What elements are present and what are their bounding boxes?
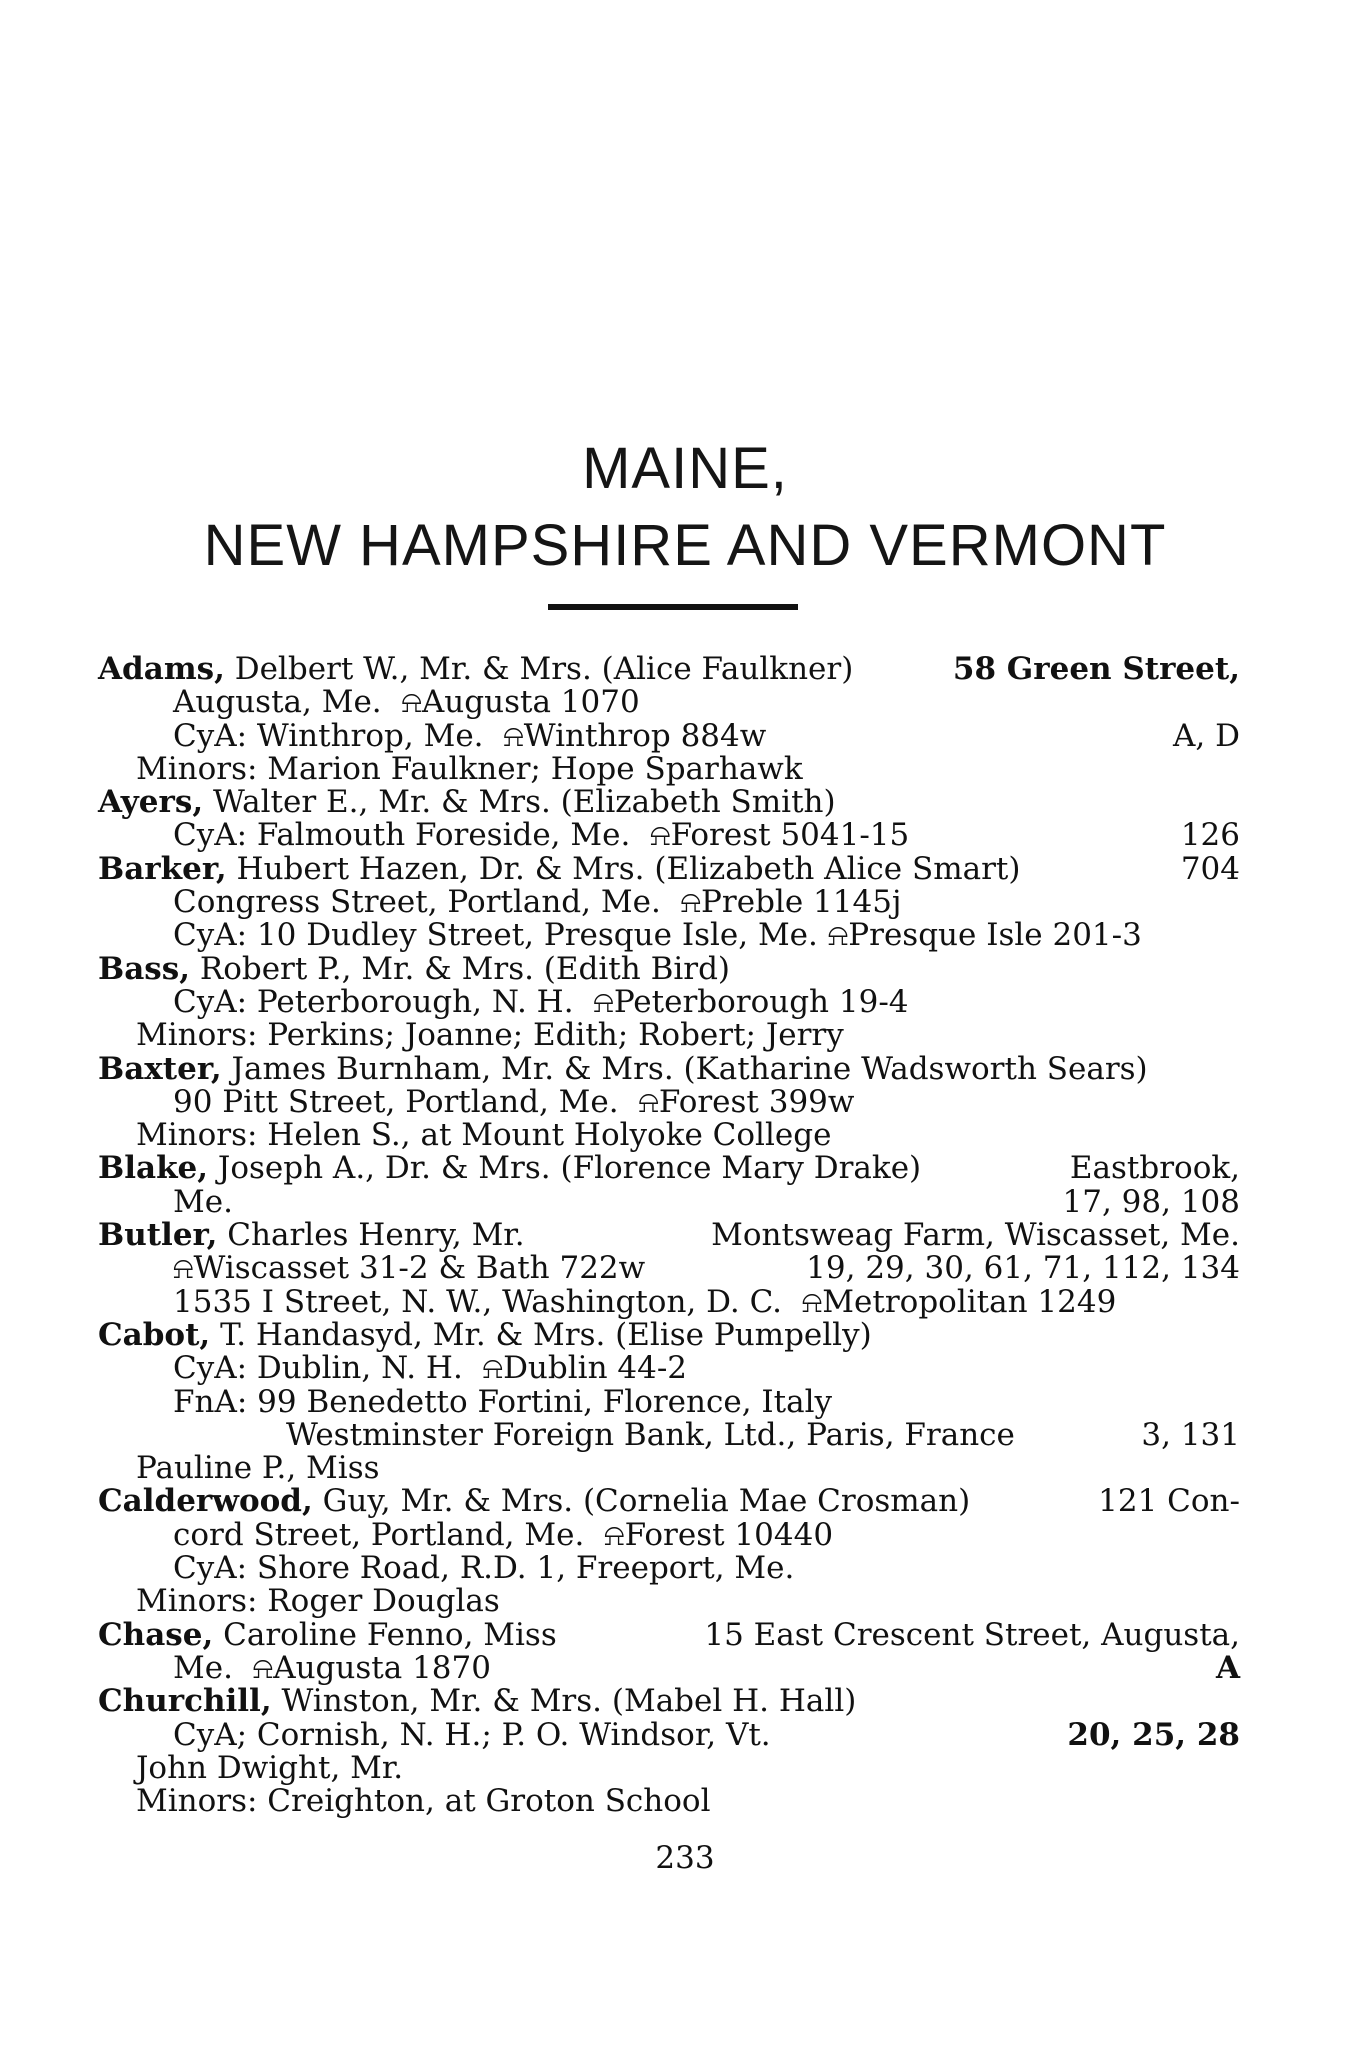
telephone-icon: ⍾ [252,1649,274,1686]
entry-churchill-header [98,1685,1240,1718]
minors-text: Minors: Perkins; Joanne; Edith; Robert; Jerry [136,1017,844,1054]
entry-churchill-minors [98,1785,1240,1818]
page-number: 233 [655,1840,715,1876]
address-text: Augusta, Me. [173,684,382,721]
telephone-icon: ⍾ [827,917,849,954]
phone-number: Presque Isle 201-3 [848,917,1142,954]
phone-number: Forest 399w [658,1083,855,1120]
entry-cabot-fna [98,1383,1240,1420]
telephone-icon: ⍾ [503,717,524,754]
bank-address: Westminster Foreign Bank, Ltd., Paris, France [286,1416,1015,1453]
page-title-line-1: MAINE, [582,436,788,501]
address-text: cord Street, Portland, Me. [173,1516,585,1553]
entry-cabot-cya [98,1352,1240,1385]
entry-butler-header [98,1219,1240,1252]
phone-number: Peterborough 19-4 [613,983,909,1020]
entry-address-start: Montsweag Farm, Wiscasset, Me. [711,1217,1240,1254]
minors-text: Minors: Creighton, at Groton School [136,1783,711,1820]
title-divider [548,604,798,610]
entry-barker-header [98,850,1240,887]
telephone-icon: ⍾ [604,1516,625,1553]
phone-number: Wiscasset 31-2 & Bath 722w [193,1250,646,1287]
entry-name: Chase, [98,1616,214,1653]
address-text: 90 Pitt Street, Portland, Me. [173,1083,619,1120]
entry-calderwood-minors [98,1585,1240,1618]
country-address: CyA: Peterborough, N. H. [173,983,574,1020]
entry-details: T. Handasyd, Mr. & Mrs. (Elise Pumpelly) [210,1316,872,1353]
country-address: CyA; Cornish, N. H.; P. O. Windsor, Vt. [173,1716,771,1753]
telephone-icon: ⍾ [638,1083,659,1120]
entry-blake-header [98,1152,1240,1185]
entry-bass-minors [98,1019,1240,1052]
entry-address-start: 121 Con- [1098,1483,1240,1520]
entry-bass-header [98,950,1240,987]
country-address: CyA: Shore Road, R.D. 1, Freeport, Me. [173,1550,795,1587]
club-codes: 17, 98, 108 [1062,1183,1240,1220]
child-name: Pauline P., Miss [136,1450,380,1487]
phone-number: Dublin 44-2 [503,1350,688,1387]
entry-adams-header [98,653,1240,686]
entry-name: Blake, [98,1150,209,1187]
club-codes: 19, 29, 30, 61, 71, 112, 134 [806,1250,1240,1287]
entry-adams-cya [98,717,1240,754]
entry-details: Caroline Fenno, Miss [213,1616,557,1653]
club-codes: 20, 25, 28 [1067,1716,1240,1753]
phone-number: Forest 10440 [624,1516,834,1553]
club-codes: A, D [1173,717,1240,754]
club-codes: 3, 131 [1141,1416,1240,1453]
entry-barker-address [98,886,1240,919]
foreign-address: FnA: 99 Benedetto Fortini, Florence, Italy [173,1383,833,1420]
child-name: John Dwight, Mr. [136,1749,404,1786]
telephone-icon: ⍾ [173,1250,194,1287]
entry-details: Charles Henry, Mr. [217,1217,525,1254]
entry-name: Ayers, [98,784,204,821]
telephone-icon: ⍾ [650,817,671,854]
minors-text: Minors: Helen S., at Mount Holyoke College [136,1117,832,1154]
entry-name: Cabot, [98,1316,211,1353]
entry-churchill-cya [98,1716,1240,1753]
entry-details: Winston, Mr. & Mrs. (Mabel H. Hall) [271,1683,857,1720]
entry-address-start: 704 [1180,850,1240,887]
address-text: Me. [173,1649,233,1686]
entry-ayers-cya [98,819,1240,852]
page-title-line-2: NEW HAMPSHIRE AND VERMONT [203,513,1167,578]
entry-baxter-address [98,1083,1240,1120]
directory-entries [98,653,1240,1818]
entry-blake-line2 [98,1183,1240,1220]
entry-address: 58 Green Street, [952,651,1240,687]
club-codes: A [1215,1649,1240,1686]
entry-details: Guy, Mr. & Mrs. (Cornelia Mae Crosman) [312,1483,971,1520]
entry-barker-cya [98,919,1240,952]
entry-chase-header [98,1616,1240,1653]
phone-number: Augusta 1070 [421,684,640,721]
entry-calderwood-address [98,1516,1240,1553]
entry-adams-minors [98,750,1240,787]
country-address: CyA: Dublin, N. H. [173,1350,463,1387]
club-codes: 126 [1180,817,1240,854]
entry-baxter-header [98,1050,1240,1087]
entry-cabot-child [98,1452,1240,1485]
entry-address-start: 15 East Crescent Street, Augusta, [704,1616,1240,1653]
minors-text: Minors: Marion Faulkner; Hope Sparhawk [136,750,803,787]
telephone-icon: ⍾ [801,1283,823,1320]
entry-details: Joseph A., Dr. & Mrs. (Florence Mary Drake) [208,1150,922,1187]
telephone-icon: ⍾ [680,884,702,921]
telephone-icon: ⍾ [401,684,422,721]
telephone-icon: ⍾ [482,1350,504,1387]
phone-number: Preble 1145j [701,884,902,921]
entry-details: Robert P., Mr. & Mrs. (Edith Bird) [190,950,731,987]
entry-churchill-child [98,1749,1240,1786]
entry-address-start: Eastbrook, [1069,1150,1240,1187]
entry-name: Baxter, [98,1050,222,1087]
entry-name: Calderwood, [98,1483,313,1520]
entry-butler-phone [98,1252,1240,1285]
entry-details: Walter E., Mr. & Mrs. (Elizabeth Smith) [203,784,836,821]
address-text: Congress Street, Portland, Me. [173,884,661,921]
phone-number: Winthrop 884w [523,717,767,754]
entry-name: Adams, [98,651,225,687]
entry-cabot-header [98,1316,1240,1353]
country-address: CyA: 10 Dudley Street, Presque Isle, Me. [173,917,818,954]
telephone-icon: ⍾ [593,983,614,1020]
entry-cabot-bank [98,1416,1240,1453]
country-address: CyA: Winthrop, Me. [173,717,484,754]
phone-number: Forest 5041-15 [670,817,910,854]
entry-butler-address2 [98,1283,1240,1320]
entry-name: Butler, [98,1217,218,1254]
address-text: 1535 I Street, N. W., Washington, D. C. [173,1283,783,1320]
minors-text: Minors: Roger Douglas [136,1583,500,1620]
entry-details: James Burnham, Mr. & Mrs. (Katharine Wadsworth Sears) [221,1050,1148,1087]
entry-details: Hubert Hazen, Dr. & Mrs. (Elizabeth Alice Smart) [226,850,1021,887]
entry-name: Barker, [98,850,227,887]
entry-adams-address [98,686,1240,719]
entry-name: Bass, [98,950,190,987]
entry-calderwood-header [98,1485,1240,1518]
entry-baxter-minors [98,1119,1240,1152]
entry-ayers-header [98,786,1240,819]
entry-details: Delbert W., Mr. & Mrs. (Alice Faulkner) [224,651,854,687]
country-address: CyA: Falmouth Foreside, Me. [173,817,631,854]
phone-number: Metropolitan 1249 [822,1283,1117,1320]
entry-calderwood-cya [98,1552,1240,1585]
entry-chase-line2 [98,1649,1240,1686]
entry-name: Churchill, [98,1683,272,1720]
phone-number: Augusta 1870 [273,1649,491,1686]
entry-bass-cya [98,983,1240,1020]
address-text: Me. [173,1183,233,1220]
